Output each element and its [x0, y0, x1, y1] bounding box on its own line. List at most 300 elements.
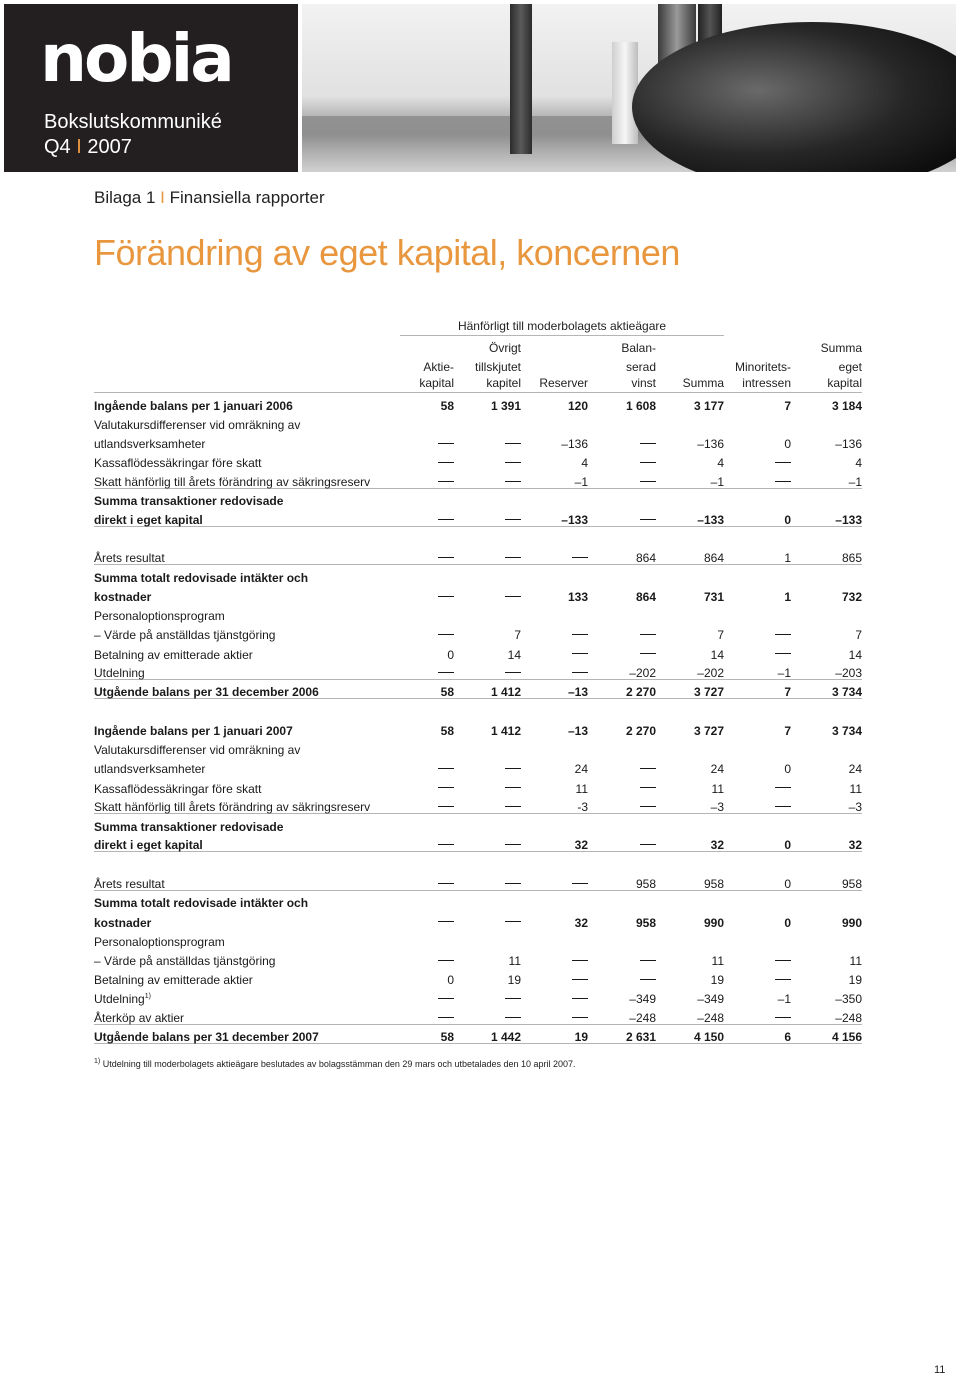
row-label: Summa totalt redovisade intäkter och: [94, 570, 309, 585]
value-cell: [656, 737, 724, 756]
header-box: [4, 4, 298, 172]
value-cell: [724, 412, 791, 431]
value-cell: –248: [791, 1005, 862, 1024]
value-cell: –1: [656, 469, 724, 488]
value-cell: [791, 603, 862, 622]
table-row: [94, 948, 862, 967]
value-cell: [400, 986, 454, 1005]
equity-table: [94, 316, 862, 1044]
value-cell: [521, 412, 588, 431]
value-cell: 4: [581, 456, 588, 471]
value-cell: –1: [521, 469, 588, 488]
group-header: Hänförligt till moderbolagets aktieägare: [400, 316, 724, 335]
value-cell: 864: [635, 590, 656, 605]
value-cell: 58: [400, 680, 454, 699]
value-cell: [454, 469, 521, 488]
value-cell: [400, 507, 454, 526]
value-cell: 864: [656, 546, 724, 565]
row-label: Kassaflödessäkringar före skatt: [94, 456, 262, 471]
value-cell: [400, 890, 454, 909]
table-row: [94, 488, 862, 507]
value-cell: [400, 469, 454, 488]
dash-mark: [438, 844, 454, 845]
value-cell: 11: [849, 781, 862, 796]
row-label: Betalning av emitterade aktier: [94, 972, 253, 987]
dash-mark: [640, 768, 656, 769]
value-cell: 32: [656, 833, 724, 852]
table-row: [94, 967, 862, 986]
column-header-row: [94, 373, 862, 392]
dash-mark: [438, 883, 454, 884]
value-cell: [454, 871, 521, 890]
value-cell: [400, 737, 454, 756]
row-label: Valutakursdifferenser vid omräkning av: [94, 417, 301, 432]
table-row: [94, 431, 862, 450]
value-cell: –136: [697, 436, 724, 451]
value-cell: [656, 603, 724, 622]
value-cell: [588, 603, 656, 622]
value-cell: 1 608: [625, 398, 656, 413]
value-cell: 7: [724, 680, 791, 699]
column-header: kapitel: [454, 373, 521, 392]
value-cell: [588, 756, 656, 775]
column-header: kapital: [400, 373, 454, 392]
value-cell: [400, 622, 454, 641]
dash-mark: [438, 481, 454, 482]
value-cell: 3 727: [693, 724, 724, 739]
dash-mark: [775, 787, 791, 788]
table-row: [94, 603, 862, 622]
dash-mark: [438, 921, 454, 922]
value-cell: [400, 948, 454, 967]
value-cell: 19: [848, 972, 862, 987]
value-cell: [588, 948, 656, 967]
table-row: [94, 890, 862, 909]
period-quarter: Q4: [44, 136, 71, 158]
dash-mark: [640, 979, 656, 980]
column-header: [656, 335, 724, 354]
dash-mark: [775, 462, 791, 463]
dash-mark: [505, 462, 521, 463]
value-cell: [454, 488, 521, 507]
dash-mark: [438, 443, 454, 444]
column-header: serad: [625, 360, 656, 375]
value-cell: 0: [447, 647, 454, 662]
value-cell: 958: [656, 871, 724, 890]
dash-mark: [438, 787, 454, 788]
value-cell: 7: [514, 628, 521, 643]
value-cell: 58: [440, 398, 454, 413]
value-cell: [521, 641, 588, 660]
value-cell: 32: [521, 833, 588, 852]
row-label: kostnader: [94, 590, 152, 605]
value-cell: [454, 1005, 521, 1024]
value-cell: [521, 488, 588, 507]
value-cell: [656, 929, 724, 948]
spacer-row: [94, 699, 862, 718]
value-cell: [588, 565, 656, 584]
value-cell: 3 177: [693, 398, 724, 413]
value-cell: [454, 986, 521, 1005]
dash-mark: [438, 960, 454, 961]
value-cell: 0: [724, 871, 791, 890]
column-header: [656, 354, 724, 373]
value-cell: –248: [656, 1005, 724, 1024]
value-cell: 1 442: [454, 1024, 521, 1043]
value-cell: 0: [784, 436, 791, 451]
value-cell: 4: [855, 456, 862, 471]
column-header: kapital: [791, 373, 862, 392]
dash-mark: [505, 1017, 521, 1018]
value-cell: [588, 775, 656, 794]
dash-mark: [505, 768, 521, 769]
value-cell: 19: [521, 1024, 588, 1043]
dash-mark: [505, 519, 521, 520]
table-row: [94, 450, 862, 469]
value-cell: [724, 450, 791, 469]
value-cell: -3: [521, 795, 588, 814]
value-cell: [454, 661, 521, 680]
table-row: [94, 833, 862, 852]
value-cell: –136: [561, 436, 588, 451]
table-row: [94, 641, 862, 660]
dash-mark: [572, 557, 588, 558]
row-label: Personaloptionsprogram: [94, 934, 225, 949]
value-cell: [400, 871, 454, 890]
dash-mark: [505, 596, 521, 597]
column-header: Reserver: [521, 373, 588, 392]
row-label: direkt i eget kapital: [94, 507, 400, 526]
dash-mark: [438, 998, 454, 999]
column-header: Övrigt: [488, 341, 521, 356]
value-cell: [400, 833, 454, 852]
value-cell: 1 391: [490, 398, 521, 413]
value-cell: [724, 967, 791, 986]
document-title: Bokslutskommuniké: [44, 111, 222, 133]
value-cell: 3 727: [656, 680, 724, 699]
value-cell: 4 150: [656, 1024, 724, 1043]
value-cell: [724, 488, 791, 507]
value-cell: [724, 603, 791, 622]
row-label: direkt i eget kapital: [94, 833, 400, 852]
row-label: Ingående balans per 1 januari 2007: [94, 724, 293, 739]
footnote: [94, 1058, 576, 1069]
value-cell: [400, 814, 454, 833]
column-header: Minoritets-: [734, 360, 791, 375]
value-cell: [588, 737, 656, 756]
row-label: Skatt hänförlig till årets förändring av säkringsreserv: [94, 469, 400, 488]
dash-mark: [572, 979, 588, 980]
value-cell: [454, 450, 521, 469]
row-label: utlandsverksamheter: [94, 436, 206, 451]
value-cell: [454, 431, 521, 450]
value-cell: 14: [507, 647, 521, 662]
value-cell: [400, 450, 454, 469]
column-header: [521, 335, 588, 354]
value-cell: 958: [791, 871, 862, 890]
value-cell: [400, 795, 454, 814]
value-cell: –3: [791, 795, 862, 814]
value-cell: [724, 814, 791, 833]
value-cell: [791, 412, 862, 431]
photo-utensil: [510, 4, 532, 154]
dash-mark: [640, 653, 656, 654]
value-cell: [724, 737, 791, 756]
value-cell: [454, 795, 521, 814]
table-row: [94, 795, 862, 814]
value-cell: [724, 890, 791, 909]
value-cell: –133: [656, 507, 724, 526]
value-cell: [656, 814, 724, 833]
table-row: [94, 986, 862, 1005]
value-cell: [791, 565, 862, 584]
section-separator: I: [160, 188, 165, 207]
value-cell: [588, 412, 656, 431]
dash-mark: [438, 462, 454, 463]
table-row: [94, 584, 862, 603]
value-cell: [791, 737, 862, 756]
spacer-row: [94, 527, 862, 546]
row-label: Årets resultat: [94, 871, 400, 890]
value-cell: [454, 833, 521, 852]
dash-mark: [775, 653, 791, 654]
value-cell: 1: [724, 546, 791, 565]
value-cell: [724, 929, 791, 948]
dash-mark: [572, 634, 588, 635]
dash-mark: [572, 653, 588, 654]
dash-mark: [640, 844, 656, 845]
value-cell: [588, 795, 656, 814]
row-label: Summa totalt redovisade intäkter och: [94, 896, 309, 911]
row-label: Summa transaktioner redovisade: [94, 819, 284, 834]
value-cell: 1 412: [490, 724, 521, 739]
row-label: – Värde på anställdas tjänstgöring: [94, 628, 276, 643]
value-cell: [454, 584, 521, 603]
row-label: – Värde på anställdas tjänstgöring: [94, 953, 276, 968]
page-title: Förändring av eget kapital, koncernen: [94, 232, 680, 273]
dash-mark: [640, 462, 656, 463]
column-header: Summa: [656, 373, 724, 392]
value-cell: [724, 641, 791, 660]
value-cell: –248: [588, 1005, 656, 1024]
value-cell: [521, 546, 588, 565]
value-cell: [400, 412, 454, 431]
dash-mark: [505, 443, 521, 444]
dash-mark: [775, 1017, 791, 1018]
dash-mark: [572, 1017, 588, 1018]
table-row: [94, 756, 862, 775]
value-cell: [724, 1005, 791, 1024]
column-header: [724, 335, 791, 354]
dash-mark: [775, 960, 791, 961]
value-cell: [521, 622, 588, 641]
table-row: [94, 1005, 862, 1024]
table-row: [94, 929, 862, 948]
dash-mark: [640, 806, 656, 807]
value-cell: –1: [791, 469, 862, 488]
dash-mark: [775, 481, 791, 482]
dash-mark: [775, 634, 791, 635]
value-cell: [454, 814, 521, 833]
value-cell: [521, 890, 588, 909]
dash-mark: [438, 672, 454, 673]
footnote-ref: 1): [144, 993, 151, 1001]
dash-mark: [640, 519, 656, 520]
value-cell: [400, 909, 454, 928]
value-cell: 0: [784, 915, 791, 930]
value-cell: [791, 929, 862, 948]
value-cell: [791, 814, 862, 833]
section-name: Finansiella rapporter: [169, 188, 325, 207]
table-row: [94, 507, 862, 526]
value-cell: 19: [710, 972, 724, 987]
value-cell: [400, 1005, 454, 1024]
table-row: [94, 661, 862, 680]
column-header-row: [94, 335, 862, 354]
value-cell: –1: [724, 661, 791, 680]
value-cell: 990: [703, 915, 724, 930]
value-cell: 11: [575, 781, 588, 796]
value-cell: [521, 986, 588, 1005]
value-cell: 3 734: [831, 724, 862, 739]
value-cell: [588, 833, 656, 852]
value-cell: [521, 661, 588, 680]
spacer-row: [94, 852, 862, 871]
value-cell: –349: [697, 992, 724, 1007]
value-cell: [521, 1005, 588, 1024]
value-cell: –133: [521, 507, 588, 526]
dash-mark: [640, 960, 656, 961]
table-row: [94, 775, 862, 794]
dash-mark: [505, 557, 521, 558]
value-cell: –3: [656, 795, 724, 814]
table-header: [94, 316, 862, 393]
table-row: [94, 814, 862, 833]
value-cell: [454, 929, 521, 948]
table-row: [94, 871, 862, 890]
value-cell: 2 270: [588, 680, 656, 699]
column-header: eget: [838, 360, 862, 375]
value-cell: 11: [849, 953, 862, 968]
value-cell: [588, 814, 656, 833]
value-cell: [400, 431, 454, 450]
value-cell: 58: [400, 1024, 454, 1043]
dash-mark: [775, 979, 791, 980]
value-cell: [454, 756, 521, 775]
value-cell: [724, 469, 791, 488]
period-year: 2007: [87, 136, 132, 158]
value-cell: [454, 412, 521, 431]
document-period: [44, 135, 132, 159]
value-cell: [724, 948, 791, 967]
column-header-row: [94, 354, 862, 373]
value-cell: [588, 967, 656, 986]
nobia-logo: nobia: [40, 20, 232, 97]
value-cell: –136: [835, 436, 862, 451]
table-row: [94, 412, 862, 431]
dash-mark: [775, 806, 791, 807]
dash-mark: [438, 519, 454, 520]
value-cell: 120: [567, 398, 588, 413]
value-cell: [454, 565, 521, 584]
page-number: 11: [934, 1364, 946, 1376]
value-cell: 0: [447, 972, 454, 987]
value-cell: 3 734: [791, 680, 862, 699]
value-cell: 7: [855, 628, 862, 643]
value-cell: [588, 469, 656, 488]
value-cell: [400, 584, 454, 603]
dash-mark: [505, 921, 521, 922]
value-cell: –13: [567, 724, 588, 739]
value-cell: –350: [835, 992, 862, 1007]
value-cell: –202: [588, 661, 656, 680]
table-row: [94, 1024, 862, 1043]
dash-mark: [438, 596, 454, 597]
column-header: [521, 354, 588, 373]
value-cell: [656, 565, 724, 584]
value-cell: 958: [635, 915, 656, 930]
dash-mark: [438, 1017, 454, 1018]
row-label: Årets resultat: [94, 546, 400, 565]
value-cell: 4: [717, 456, 724, 471]
column-header: [400, 335, 454, 354]
value-cell: [400, 565, 454, 584]
value-cell: 58: [440, 724, 454, 739]
value-cell: [400, 546, 454, 565]
dash-mark: [505, 844, 521, 845]
value-cell: [521, 948, 588, 967]
dash-mark: [505, 481, 521, 482]
value-cell: [588, 450, 656, 469]
row-label: Återköp av aktier: [94, 1005, 400, 1024]
value-cell: [400, 661, 454, 680]
row-label: Betalning av emitterade aktier: [94, 647, 253, 662]
value-cell: 6: [724, 1024, 791, 1043]
value-cell: –133: [791, 507, 862, 526]
value-cell: 11: [711, 781, 724, 796]
dash-mark: [572, 960, 588, 961]
value-cell: [400, 756, 454, 775]
table-row: [94, 546, 862, 565]
table-row: [94, 393, 862, 412]
column-header: intressen: [724, 373, 791, 392]
value-cell: [400, 488, 454, 507]
value-cell: 732: [841, 590, 862, 605]
dash-mark: [572, 883, 588, 884]
value-cell: [521, 814, 588, 833]
value-cell: [656, 488, 724, 507]
value-cell: [791, 488, 862, 507]
value-cell: [588, 929, 656, 948]
value-cell: [656, 890, 724, 909]
value-cell: [521, 871, 588, 890]
dash-mark: [572, 998, 588, 999]
value-cell: 1 412: [454, 680, 521, 699]
dash-mark: [438, 806, 454, 807]
value-cell: 14: [710, 647, 724, 662]
row-label: kostnader: [94, 915, 152, 930]
row-label: utlandsverksamheter: [94, 762, 206, 777]
column-header: vinst: [588, 373, 656, 392]
table-body: [94, 393, 862, 1044]
row-label: Kassaflödessäkringar före skatt: [94, 781, 262, 796]
value-cell: [588, 431, 656, 450]
section-label: [94, 188, 325, 208]
value-cell: [724, 795, 791, 814]
dash-mark: [438, 768, 454, 769]
footnote-text: Utdelning till moderbolagets aktieägare beslutades av bolagsstämman den 29 mars och utbetalades den 10 april 2007.: [102, 1059, 576, 1069]
value-cell: 864: [588, 546, 656, 565]
